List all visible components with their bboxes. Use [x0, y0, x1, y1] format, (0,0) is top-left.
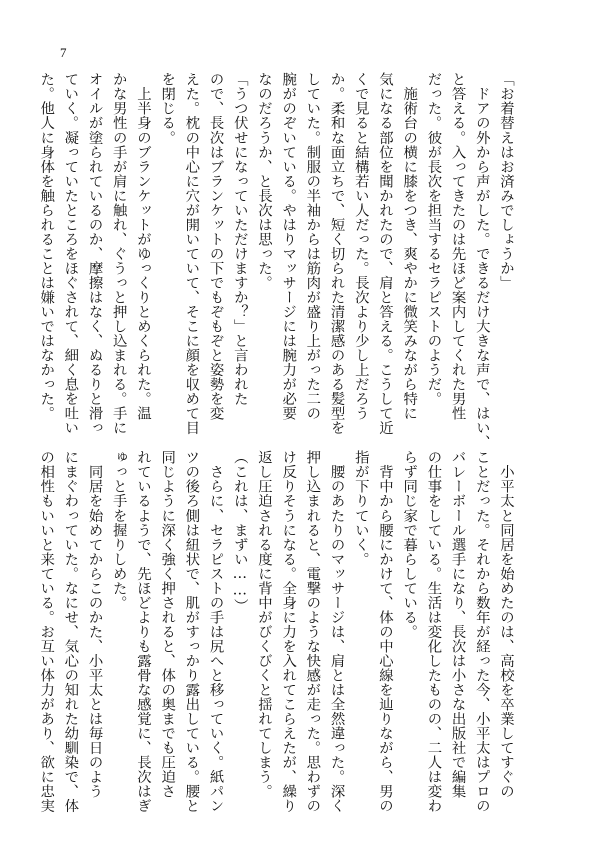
text-line: らず同じ家で暮らしている。: [401, 450, 418, 639]
text-block-top: [38, 72, 518, 450]
text-line: していた。制服の半袖からは筋肉が盛り上がった二の: [304, 72, 321, 421]
text-line: かな男性の手が肩に触れ、ぐうっと押し込まれる。手に: [110, 72, 127, 435]
text-line: 上半身のブランケットがゆっくりとめくられた。温: [134, 72, 151, 421]
text-line: くで見ると結構若い人だった。長次より少し上だろう: [352, 72, 369, 421]
text-line: れているようで、先ほどよりも露骨な感覚に、長次はぎ: [134, 450, 151, 813]
text-line: を閉じる。: [159, 72, 176, 145]
text-line: ツの後ろ側は紐状で、肌がすっかり露出している。腰と: [183, 450, 200, 813]
text-line: だった。彼が長次を担当するセラピストのようだ。: [425, 72, 442, 406]
text-line: バレーボール選手になり、長次は小さな出版社で編集: [449, 450, 466, 799]
text-line: 返し圧迫される度に背中がびくびくと揺れてしまう。: [255, 450, 272, 799]
text-line: ていく。凝っていたところをほぐされて、細く息を吐い: [62, 72, 79, 435]
text-line: 「お着替えはお済みでしょうか」: [498, 72, 514, 290]
text-line: か。柔和な面立ちで、短く切られた清潔感のある髪型を: [328, 72, 345, 435]
text-line: 小平太と同居を始めたのは、高校を卒業してすぐの: [498, 450, 514, 799]
text-line: 同じように深く強く押されると、体の奥までも圧迫さ: [159, 450, 176, 799]
text-block-bottom: [38, 450, 518, 813]
text-line: 施術台の横に膝をつき、爽やかに微笑みながら特に: [401, 72, 418, 421]
text-line: なのだろうか、と長次は思った。: [255, 72, 272, 290]
text-line: 腰のあたりのマッサージは、肩とは全然違った。深く: [328, 450, 345, 813]
text-line: 背中から腰にかけて、体の中心線を辿りながら、男の: [376, 450, 393, 813]
text-line: と答える。入ってきたのは先ほど案内してくれた男性: [449, 72, 466, 421]
text-line: ドアの外から声がした。できるだけ大きな声で、はい、: [473, 72, 490, 450]
text-line: 「うつ伏せになっていただけますか？」と言われた: [231, 72, 248, 406]
text-line: ことだった。それから数年が経った今、小平太はプロの: [473, 450, 490, 813]
text-line: さらに、セラピストの手は尻へと移っていく。紙パン: [207, 450, 224, 813]
text-line: の仕事をしている。生活は変化したものの、二人は変わ: [425, 450, 442, 813]
text-line: にまぐわっていた。なにせ、気心の知れた幼馴染で、体: [62, 450, 79, 813]
text-line: ので、長次はブランケットの下でもぞもぞと姿勢を変: [207, 72, 224, 421]
page-number: 7: [60, 45, 67, 60]
text-line: 押し込まれると、電撃のような快感が走った。思わずの: [304, 450, 321, 813]
text-line: （これは、まずい……）: [231, 450, 248, 613]
text-line: 腕がのぞいている。やはりマッサージには腕力が必要: [280, 72, 297, 421]
text-line: ゅっと手を握りしめた。: [110, 450, 127, 610]
text-line: の相性もいいと来ている。お互い体力があり、欲に忠実: [38, 450, 55, 813]
text-line: 気になる部位を聞かれたので、肩と答える。こうして近: [376, 72, 393, 435]
text-line: け反りそうになる。全身に力を入れてこらえたが、繰り: [280, 450, 297, 813]
text-line: 同居を始めてからこのかた、小平太とは毎日のよう: [86, 450, 103, 799]
text-line: オイルが塗られているのか、摩擦はなく、ぬるりと滑っ: [86, 72, 103, 435]
text-line: えた。枕の中心に穴が開いていて、そこに顔を収めて目: [183, 72, 200, 435]
text-line: 指が下りていく。: [352, 450, 369, 567]
text-line: た。他人に身体を触られることは嫌いではなかった。: [38, 72, 55, 421]
